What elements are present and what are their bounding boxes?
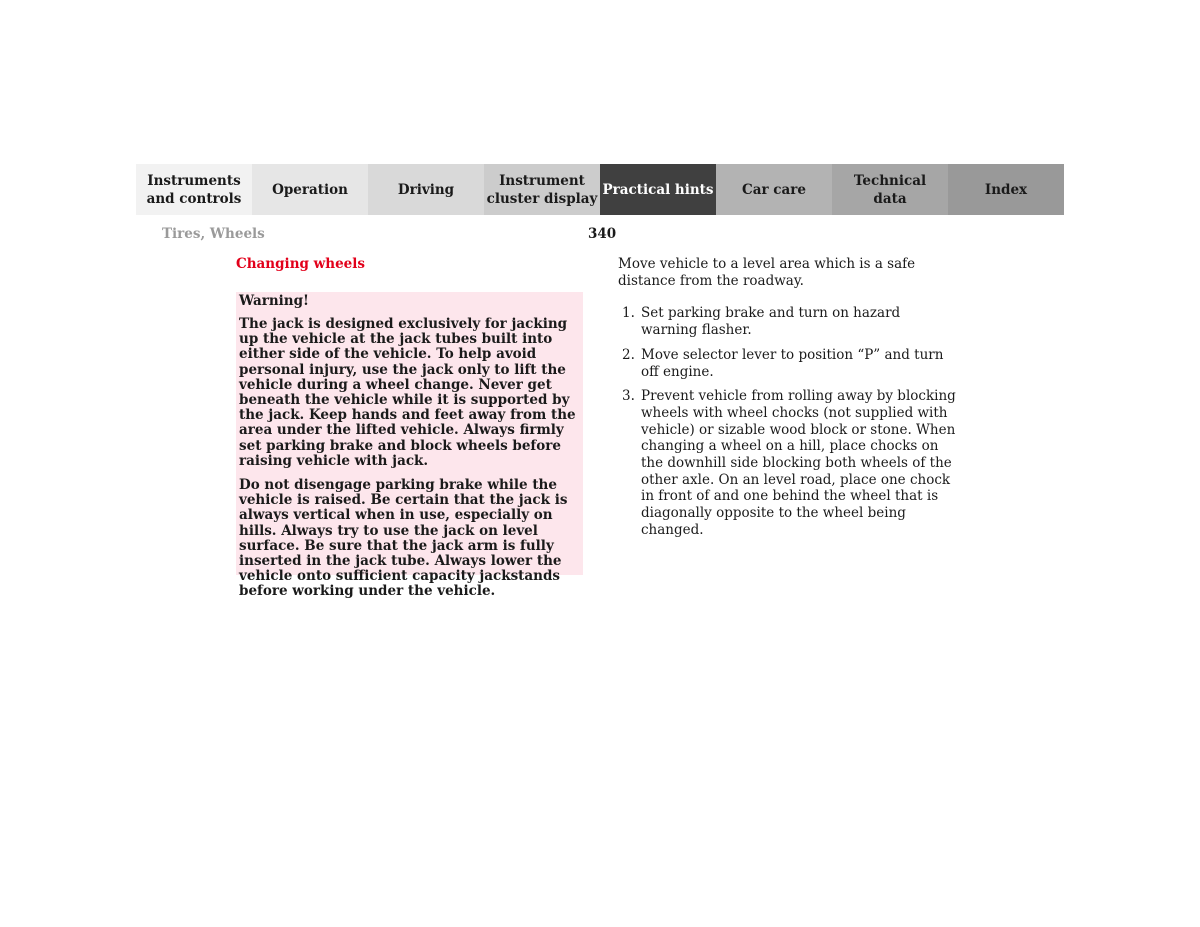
tab-instruments-and-controls[interactable]: Instruments and controls	[136, 164, 252, 215]
step-text: Set parking brake and turn on hazard warning flasher.	[641, 305, 901, 339]
steps-list	[618, 305, 958, 538]
page-heading: Changing wheels	[236, 256, 365, 272]
tab-instrument-cluster-display[interactable]: Instrument cluster display	[484, 164, 600, 215]
tab-index[interactable]: Index	[948, 164, 1064, 215]
step-number: 2.	[622, 346, 635, 363]
step-text: Prevent vehicle from rolling away by blocking wheels with wheel chocks (not supplied with vehicle) or sizable wood block or stone. When changing a wheel on a hill, place chocks on the downhill side blocking both wheels of the other axle. On an level road, place one chock in front of and one behind the wheel that is diagonally opposite to the wheel being changed.	[641, 388, 956, 538]
tab-driving[interactable]: Driving	[368, 164, 484, 215]
tab-technical-data[interactable]: Technical data	[832, 164, 948, 215]
tab-practical-hints[interactable]: Practical hints	[600, 164, 716, 215]
section-title: Tires, Wheels	[162, 226, 265, 242]
list-item	[618, 388, 958, 538]
chapter-tab-bar	[136, 164, 1064, 215]
warning-paragraph-jack-use: The jack is designed exclusively for jacking up the vehicle at the jack tubes built into either side of the vehicle. To help avoid personal injury, use the jack only to lift the vehicle during a wheel change. Never get beneath the vehicle while it is supported by the jack. Keep hands and feet away from the area under the lifted vehicle. Always firmly set parking brake and block wheels before raising vehicle with jack.	[239, 316, 576, 469]
warning-title: Warning!	[239, 293, 309, 309]
warning-box	[236, 292, 583, 600]
instructions-column	[618, 256, 958, 547]
list-item	[618, 305, 958, 338]
intro-text: Move vehicle to a level area which is a safe distance from the roadway.	[618, 256, 916, 289]
warning-paragraph-parking-brake: Do not disengage parking brake while the vehicle is raised. Be certain that the jack is always vertical when in use, especially on hills. Always try to use the jack on level surface. Be sure that the jack arm is fully inserted in the jack tube. Always lower the vehicle onto sufficient capacity jackstands before working under the vehicle.	[239, 477, 568, 600]
step-text: Move selector lever to position “P” and turn off engine.	[641, 346, 944, 380]
list-item	[618, 347, 958, 380]
page-number: 340	[588, 226, 617, 242]
step-number: 1.	[622, 305, 635, 322]
step-number: 3.	[622, 388, 635, 405]
tab-operation[interactable]: Operation	[252, 164, 368, 215]
tab-car-care[interactable]: Car care	[716, 164, 832, 215]
